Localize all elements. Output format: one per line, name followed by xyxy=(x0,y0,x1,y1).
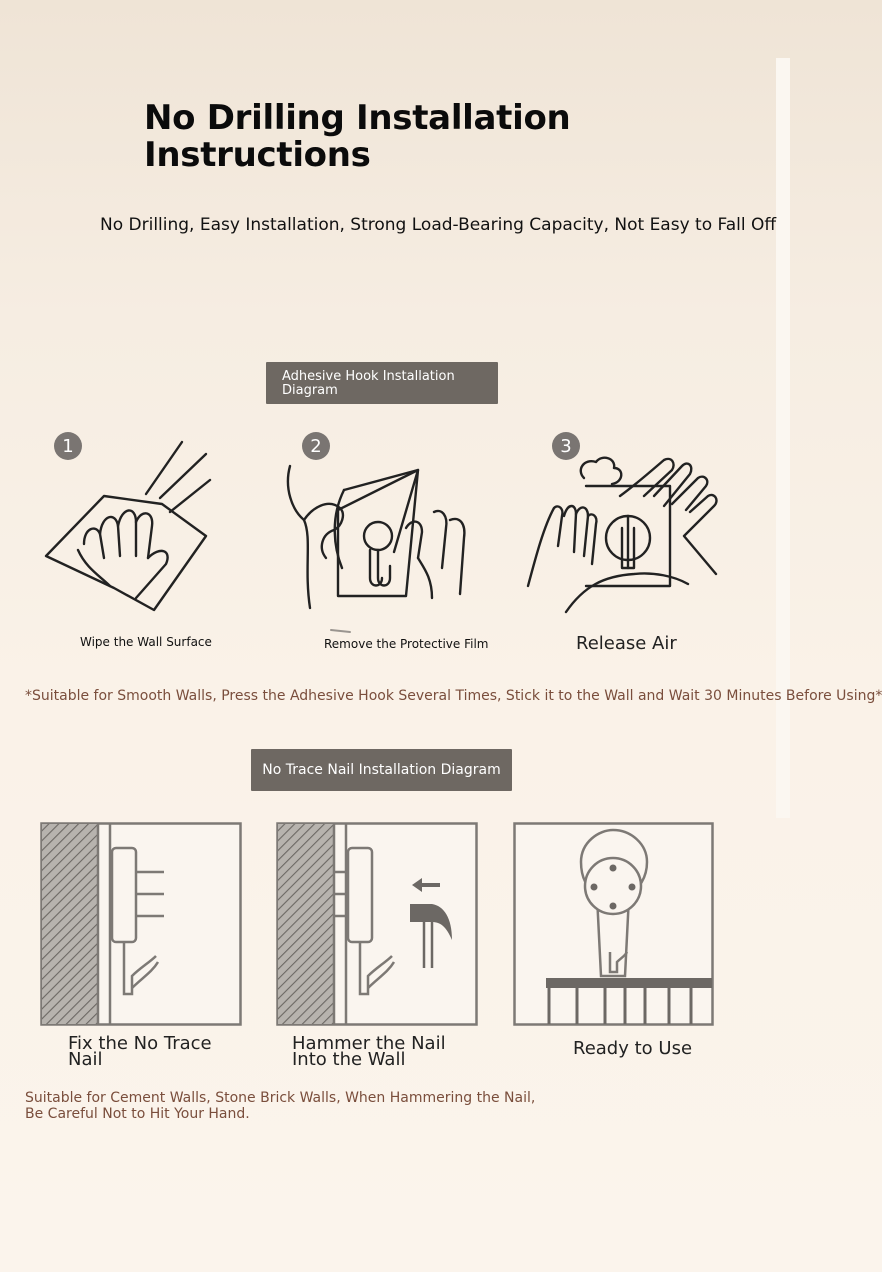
adhesive-banner-label: Adhesive Hook Installation Diagram xyxy=(282,369,455,398)
hammer-nail-icon xyxy=(276,822,480,1028)
step-2-number: 2 xyxy=(310,436,322,457)
nail-step-3-caption: Ready to Use xyxy=(573,1038,693,1059)
page-subtitle: No Drilling, Easy Installation, Strong Load-Bearing Capacity, Not Easy to Fall Off xyxy=(100,215,777,235)
adhesive-note: *Suitable for Smooth Walls, Press the Adhesive Hook Several Times, Stick it to the Wall and Wait 30 Minutes Before Using* xyxy=(25,688,882,704)
nail-hook-on-wall-icon xyxy=(40,822,244,1028)
step-2-badge xyxy=(301,431,331,461)
nail-step-1-caption: Fix the No Trace Nail xyxy=(68,1033,212,1070)
adhesive-section-banner xyxy=(266,362,498,404)
nail-note: Suitable for Cement Walls, Stone Brick Walls, When Hammering the Nail, Be Careful Not to Hit Your Hand. xyxy=(25,1090,536,1122)
peeling-film-icon xyxy=(282,458,468,618)
step-3-caption: Release Air xyxy=(576,633,677,654)
nail-step-2-caption: Hammer the Nail Into the Wall xyxy=(292,1033,446,1070)
step-1-number: 1 xyxy=(62,436,74,457)
pressing-hook-icon xyxy=(524,456,720,616)
hand-wiping-icon xyxy=(44,438,210,616)
step-3-number: 3 xyxy=(560,436,572,457)
step-1-caption: Wipe the Wall Surface xyxy=(80,635,212,649)
ready-hook-icon xyxy=(513,822,715,1028)
nail-section-banner: No Trace Nail Installation Diagram xyxy=(251,749,512,791)
page-title: No Drilling Installation Instructions xyxy=(144,98,571,175)
step-2-caption: Remove the Protective Film xyxy=(324,637,489,651)
right-edge-panel xyxy=(776,58,790,818)
film-scrap-icon xyxy=(330,628,352,634)
